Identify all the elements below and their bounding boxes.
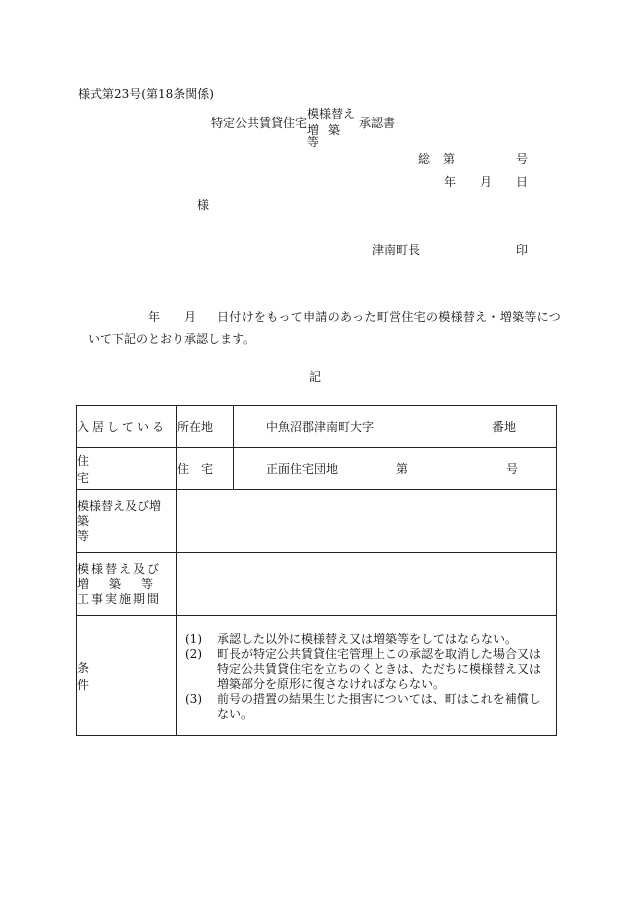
condition-text: 承認した以外に模様替え又は増築等をしてはならない。 bbox=[217, 631, 518, 646]
location-suffix: 番地 bbox=[492, 420, 517, 434]
conditions-label-cell bbox=[77, 616, 177, 736]
ki-marker: 記 bbox=[309, 370, 322, 384]
table-row-conditions bbox=[77, 616, 557, 736]
title-stack bbox=[307, 107, 359, 149]
table-row-modification bbox=[77, 490, 557, 553]
title-suffix: 承認書 bbox=[359, 116, 396, 130]
house-number-suffix: 号 bbox=[506, 462, 519, 476]
table-row-house bbox=[77, 448, 557, 490]
doc-number-suffix: 号 bbox=[516, 152, 529, 166]
residence-label-top-cell bbox=[77, 406, 177, 448]
date-day: 日 bbox=[516, 175, 529, 189]
condition-item bbox=[185, 692, 546, 722]
period-label-cell bbox=[77, 553, 177, 616]
period-label-3: 工事実施期間 bbox=[77, 591, 162, 606]
period-label-2: 増築等 bbox=[77, 576, 174, 591]
table-row-period bbox=[77, 553, 557, 616]
residence-label-bottom-cell bbox=[77, 448, 177, 490]
issuer-seal: 印 bbox=[516, 243, 529, 257]
condition-number: (3) bbox=[185, 691, 202, 706]
conditions-label: 条件 bbox=[77, 660, 152, 692]
house-value: 正面住宅団地 bbox=[266, 462, 339, 476]
house-label-cell bbox=[177, 448, 234, 490]
condition-item bbox=[185, 647, 546, 692]
location-value: 中魚沼郡津南町大字 bbox=[266, 420, 375, 434]
location-value-cell bbox=[234, 406, 557, 448]
condition-text: 前号の措置の結果生じた損害については、町はこれを補償しない。 bbox=[217, 691, 541, 721]
modification-label-2: 築等 bbox=[77, 513, 144, 543]
condition-number: (1) bbox=[185, 631, 202, 646]
date-year: 年 bbox=[444, 175, 457, 189]
date-month: 月 bbox=[480, 175, 493, 189]
house-label: 住宅 bbox=[177, 462, 226, 476]
title-stack-bottom bbox=[307, 123, 359, 149]
condition-number: (2) bbox=[185, 646, 202, 661]
recipient-suffix: 様 bbox=[197, 198, 210, 212]
modification-label-1: 模様替え及び増 bbox=[77, 498, 162, 513]
conditions-value-cell bbox=[177, 616, 557, 736]
doc-number-label: 第 bbox=[443, 152, 456, 166]
issuer-name: 津南町長 bbox=[372, 243, 421, 257]
table-row-location bbox=[77, 406, 557, 448]
body-line-2: いて下記のとおり承認します。 bbox=[88, 332, 256, 346]
condition-item bbox=[185, 632, 546, 647]
title-stack-top: 模様替え bbox=[307, 107, 356, 121]
body-year: 年 bbox=[148, 310, 161, 324]
approval-table bbox=[76, 405, 557, 736]
period-value-cell[interactable] bbox=[177, 553, 557, 616]
title-stack-bottom-text: 増築等 bbox=[307, 123, 350, 149]
title-prefix: 特定公共賃貸住宅 bbox=[211, 116, 308, 130]
period-label-1: 模様替え及び bbox=[77, 561, 162, 576]
house-number-prefix: 第 bbox=[396, 462, 409, 476]
modification-value-cell[interactable] bbox=[177, 490, 557, 553]
form-number: 様式第23号(第18条関係) bbox=[78, 87, 214, 101]
residence-label-bottom: 住宅 bbox=[77, 453, 152, 485]
house-value-cell bbox=[234, 448, 557, 490]
modification-label-2-wrap bbox=[77, 514, 176, 544]
modification-label-cell bbox=[77, 490, 177, 553]
doc-number-prefix: 総 bbox=[418, 152, 431, 166]
body-month: 月 bbox=[184, 310, 197, 324]
body-line-1: 日付けをもって申請のあった町営住宅の模様替え・増築等につ bbox=[217, 310, 562, 324]
condition-text: 町長が特定公共賃貸住宅管理上この承認を取消した場合又は特定公共賃貸住宅を立ちのくときは、ただちに模様替え又は増築部分を原形に復さなければならない。 bbox=[217, 646, 542, 691]
location-label: 所在地 bbox=[177, 406, 234, 448]
conditions-list bbox=[177, 618, 556, 734]
residence-label-top: 入居している bbox=[77, 420, 168, 434]
